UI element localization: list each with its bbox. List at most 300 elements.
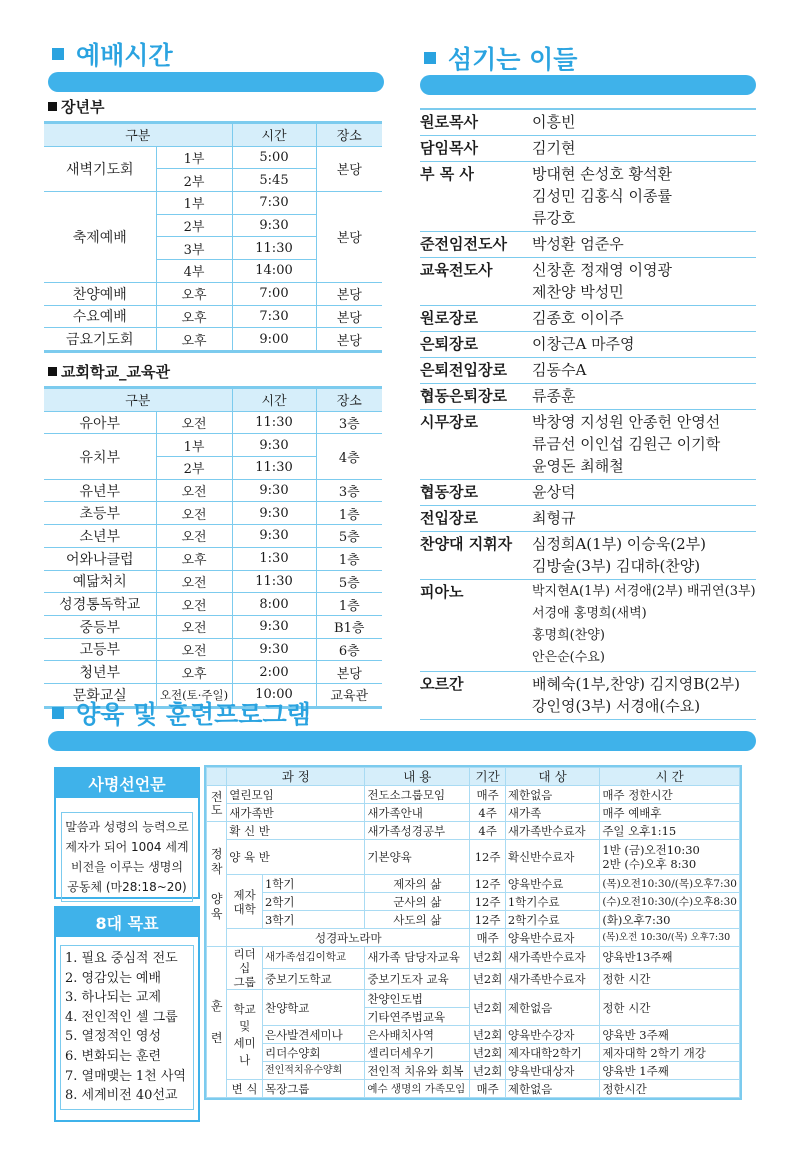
course-term: 3학기 [262,911,364,929]
service-time: 9:00 [232,328,316,351]
square-bullet-icon [424,52,436,64]
table-row [44,525,382,548]
dept-time: 8:00 [232,593,316,616]
course-content: 중보기도자 교육 [365,968,470,990]
school-subtitle-text: 교회학교_교육관 [61,363,170,381]
service-part: 2부 [156,214,232,237]
table-row [44,305,382,328]
dept-part: 오후 [156,661,232,684]
dept-part: 오전 [156,615,232,638]
service-part: 1부 [156,192,232,215]
service-name: 수요예배 [44,305,156,328]
staff-role: 담임목사 [420,136,532,162]
group-settlement [207,822,227,947]
staff-role: 부 목 사 [420,162,532,232]
course-target: 양육반수료 [505,875,599,893]
dept-time: 1:30 [232,547,316,570]
staff-row [420,258,756,306]
staff-role: 협동은퇴장로 [420,384,532,410]
dept-part: 오전 [156,411,232,434]
dept-place: 1층 [316,593,382,616]
service-part: 2부 [156,169,232,192]
square-bullet-icon [48,102,57,111]
mission-title: 사명선언문 [56,769,198,798]
dept-name: 유치부 [44,434,156,479]
dept-place: 1층 [316,502,382,525]
dept-time: 10:00 [232,683,316,706]
disciple-college-label: 제자 대학 [227,875,263,929]
youth-subtitle [48,96,104,117]
staff-title: 섬기는 이들 [448,45,578,74]
staff-role: 시무장로 [420,410,532,480]
course-content: 셀리더세우기 [365,1044,470,1062]
dept-place: 6층 [316,638,382,661]
staff-row [420,306,756,332]
course-name: 확 신 반 [227,822,365,840]
table-row [207,804,740,822]
school-subtitle [48,361,170,382]
staff-row [420,480,756,506]
square-bullet-icon [52,48,64,60]
staff-row [420,580,756,672]
staff-names: 윤상덕 [532,483,576,501]
staff-names: 심정희A(1부) 이승욱(2부) [532,535,707,553]
course-content: 예수 생명의 가족모임 [365,1080,470,1098]
goal-item: 4. 전인적인 셀 그룹 [65,1009,178,1025]
staff-names: 이창근A 마주영 [532,335,635,353]
table-row [44,661,382,684]
staff-title-bar [420,75,756,95]
course-period: 매주 [470,786,506,804]
course-target: 새가족반수료자 [505,947,599,969]
school-table [44,388,382,707]
dept-time: 11:30 [232,411,316,434]
course-content: 제자의 삶 [365,875,470,893]
staff-names: 강인영(3부) 서경애(수요) [532,697,701,715]
dept-time: 9:30 [232,525,316,548]
header-period: 기간 [470,768,506,786]
goal-item: 7. 열매맺는 1천 사역 [65,1068,186,1084]
staff-role: 찬양대 지휘자 [420,532,532,580]
dept-time: 11:30 [232,570,316,593]
course-period: 4주 [470,822,506,840]
goal-item: 2. 영감있는 예배 [65,970,162,986]
table-row [44,502,382,525]
program-table [206,767,740,1098]
table-row [44,593,382,616]
goal-item: 5. 열정적인 영성 [65,1029,162,1045]
course-period: 년2회 [470,1062,506,1080]
course-target: 양육반수료자 [505,929,599,947]
course-period: 매주 [470,929,506,947]
group-training [207,947,227,1098]
staff-names: 제찬양 박성민 [532,283,624,301]
dept-time: 9:30 [232,479,316,502]
staff-row [420,136,756,162]
table-row [207,1080,740,1098]
course-time [600,840,740,875]
mission-box [54,767,200,899]
service-place: 본당 [316,192,382,283]
dept-place: 교육관 [316,683,382,706]
course-time: 양육반13주째 [600,947,740,969]
course-time: (수)오전10:30/(수)오후8:30 [600,893,740,911]
youth-worship-table [44,123,382,351]
service-name: 축제예배 [44,192,156,283]
dept-place: 본당 [316,661,382,684]
course-time: 양육반 3주째 [600,1026,740,1044]
staff-names: 김동수A [532,361,587,379]
course-content: 새가족성경공부 [365,822,470,840]
dept-place: 4층 [316,434,382,479]
course-target: 제한없음 [505,786,599,804]
staff-role: 준전임전도사 [420,232,532,258]
group-label-settlement: 정착 [210,846,223,876]
course-name: 열린모임 [227,786,365,804]
program-table-frame [204,765,742,1100]
staff-names: 신창훈 정재영 이영광 [532,261,672,279]
service-place: 본당 [316,328,382,351]
header-category: 구분 [44,124,232,147]
course-target: 1학기수료 [505,893,599,911]
table-row [44,479,382,502]
dept-part: 오전 [156,638,232,661]
staff-row [420,532,756,580]
school-table-frame [44,386,382,709]
service-time: 9:30 [232,214,316,237]
square-bullet-icon [48,367,57,376]
dept-time: 9:30 [232,638,316,661]
course-name: 목장그룹 [262,1080,364,1098]
dept-name: 예닮처치 [44,570,156,593]
dept-part: 오전(토·주일) [156,683,232,706]
course-period: 매주 [470,1080,506,1098]
course-time: 양육반 1주째 [600,1062,740,1080]
course-time: 매주 정한시간 [600,786,740,804]
dept-time: 9:30 [232,434,316,457]
course-name: 찬양학교 [262,990,364,1026]
course-target: 제자대학2학기 [505,1044,599,1062]
header-spacer [207,768,227,786]
staff-names: 안은순(수요) [532,650,605,665]
course-period: 년2회 [470,968,506,990]
table-row [44,411,382,434]
dept-part: 오후 [156,547,232,570]
staff-names: 김종호 이이주 [532,309,624,327]
service-time: 5:45 [232,169,316,192]
staff-role: 은퇴장로 [420,332,532,358]
course-content: 찬양인도법 [365,990,470,1008]
group-label-nurture: 양육 [210,891,223,921]
course-period: 년2회 [470,947,506,969]
course-time: 정한시간 [600,1080,740,1098]
service-time: 14:00 [232,260,316,283]
course-content: 기본양육 [365,840,470,875]
staff-row [420,672,756,720]
goals-box [54,906,200,1122]
dept-name: 성경통독학교 [44,593,156,616]
staff-list [420,108,756,720]
course-time-line: 2반 (수)오후 8:30 [602,857,697,871]
header-course: 과 정 [227,768,365,786]
table-row [44,570,382,593]
table-row [207,1044,740,1062]
staff-role: 은퇴전입장로 [420,358,532,384]
service-name: 금요기도회 [44,328,156,351]
table-row [44,547,382,570]
course-period: 12주 [470,911,506,929]
staff-names: 윤영돈 최해철 [532,457,624,475]
dept-place: 5층 [316,570,382,593]
staff-role: 오르간 [420,672,532,720]
service-place: 본당 [316,305,382,328]
group-evangelism: 전도 [207,786,227,822]
dept-place: 3층 [316,479,382,502]
service-time: 11:30 [232,237,316,260]
header-content: 내 용 [365,768,470,786]
mission-text: 말씀과 성령의 능력으로 제자가 되어 1004 세계비전을 이루는 생명의 공동체 (마28:18~20) [61,812,193,902]
course-group: 변 식 [227,1080,263,1098]
course-name: 새가족섬김이학교 [262,947,364,969]
course-name: 리더수양회 [262,1044,364,1062]
dept-name: 유아부 [44,411,156,434]
table-row [207,786,740,804]
youth-subtitle-text: 장년부 [61,98,105,116]
course-target: 양육반수강자 [505,1026,599,1044]
table-row [207,1062,740,1080]
course-target: 양육반대상자 [505,1062,599,1080]
course-time: 제자대학 2학기 개강 [600,1044,740,1062]
service-place: 본당 [316,282,382,305]
goal-item: 3. 하나되는 교제 [65,990,162,1006]
staff-names: 김성민 김홍식 이종률 [532,187,672,205]
square-bullet-icon [52,707,64,719]
dept-place: 5층 [316,525,382,548]
leadership-group-label: 리더십 그룹 [227,947,263,990]
course-period: 4주 [470,804,506,822]
staff-row [420,384,756,410]
staff-role: 원로장로 [420,306,532,332]
course-term: 2학기 [262,893,364,911]
staff-names: 류종훈 [532,387,576,405]
course-target: 제한없음 [505,1080,599,1098]
table-row [44,192,382,215]
table-row [44,146,382,169]
course-time: (목)오전10:30/(목)오후7:30 [600,875,740,893]
staff-names: 박지현A(1부) 서경애(2부) 배귀연(3부) [532,584,756,599]
program-header-row [207,768,740,786]
dept-name: 중등부 [44,615,156,638]
header-time: 시간 [232,124,316,147]
goal-item: 6. 변화되는 훈련 [65,1048,162,1064]
dept-name: 청년부 [44,661,156,684]
goal-item: 1. 필요 중심적 전도 [65,951,178,966]
course-content: 새가족 담당자교육 [365,947,470,969]
course-content: 전도소그룹모임 [365,786,470,804]
table-row [207,990,740,1008]
staff-row [420,332,756,358]
staff-names: 류강호 [532,209,576,227]
staff-table [420,108,756,720]
header-time: 시 간 [600,768,740,786]
course-period: 12주 [470,893,506,911]
table-row [44,638,382,661]
goal-item: 8. 세계비전 40선교 [65,1088,178,1104]
worship-title: 예배시간 [76,41,173,70]
table-row [207,947,740,969]
course-target: 새가족반수료자 [505,822,599,840]
course-period: 년2회 [470,1044,506,1062]
table-row [207,875,740,893]
course-time: 정한 시간 [600,968,740,990]
service-part: 1부 [156,146,232,169]
staff-names: 방대현 손성호 황석환 [532,165,672,183]
worship-section-title [52,36,173,72]
table-row [44,328,382,351]
table-row [207,822,740,840]
course-period: 12주 [470,840,506,875]
dept-part: 2부 [156,457,232,480]
course-content: 군사의 삶 [365,893,470,911]
service-part: 오후 [156,328,232,351]
course-content: 사도의 삶 [365,911,470,929]
header-target: 대 상 [505,768,599,786]
dept-part: 오전 [156,570,232,593]
course-period: 년2회 [470,990,506,1026]
course-name: 전인적치유수양회 [262,1062,364,1080]
dept-name: 고등부 [44,638,156,661]
table-row [207,911,740,929]
course-target: 새가족반수료자 [505,968,599,990]
goals-list [60,945,194,1110]
course-content: 전인적 치유와 회복 [365,1062,470,1080]
course-name: 은사발견세미나 [262,1026,364,1044]
course-time: 주일 오후1:15 [600,822,740,840]
seminar-label: 학교 및 세미나 [227,990,263,1080]
dept-part: 오전 [156,479,232,502]
header-place: 장소 [316,124,382,147]
staff-row [420,506,756,532]
staff-role: 원로목사 [420,109,532,136]
youth-worship-table-frame [44,121,382,353]
service-part: 오후 [156,305,232,328]
staff-role: 전입장로 [420,506,532,532]
staff-row [420,358,756,384]
course-time: (화)오후7:30 [600,911,740,929]
table-row [207,1026,740,1044]
staff-names: 배혜숙(1부,찬양) 김지영B(2부) [532,675,740,693]
staff-names: 최형규 [532,509,576,527]
dept-name: 어와나클럽 [44,547,156,570]
service-place: 본당 [316,146,382,191]
dept-part: 오전 [156,502,232,525]
service-part: 4부 [156,260,232,283]
training-section-title [52,695,311,731]
staff-names: 홍명희(찬양) [532,628,605,643]
course-period: 년2회 [470,1026,506,1044]
course-time: (목)오전 10:30/(목) 오후7:30 [600,929,740,947]
service-time: 7:00 [232,282,316,305]
course-target: 새가족 [505,804,599,822]
staff-row [420,162,756,232]
course-name: 새가족반 [227,804,365,822]
worship-title-bar [48,72,384,92]
header-category: 구분 [44,389,232,412]
dept-place: 3층 [316,411,382,434]
goals-title: 8대 목표 [56,908,198,937]
course-term: 1학기 [262,875,364,893]
dept-part: 오전 [156,525,232,548]
staff-row [420,232,756,258]
dept-time: 11:30 [232,457,316,480]
course-name: 성경파노라마 [227,929,470,947]
staff-section-title [424,40,577,76]
staff-row [420,410,756,480]
dept-part: 오전 [156,593,232,616]
dept-time: 2:00 [232,661,316,684]
staff-names: 김기현 [532,139,576,157]
table-row [207,929,740,947]
course-target: 2학기수료 [505,911,599,929]
staff-names: 류금선 이인섭 김원근 이기학 [532,435,721,453]
staff-role: 협동장로 [420,480,532,506]
staff-row [420,109,756,136]
course-name: 양 육 반 [227,840,365,875]
dept-time: 9:30 [232,502,316,525]
course-name: 중보기도학교 [262,968,364,990]
group-label-ryeon: 련 [210,1031,223,1045]
service-name: 새벽기도회 [44,146,156,191]
service-part: 오후 [156,282,232,305]
table-row [207,968,740,990]
dept-place: B1층 [316,615,382,638]
course-content: 새가족안내 [365,804,470,822]
course-period: 12주 [470,875,506,893]
service-name: 찬양예배 [44,282,156,305]
table-row [207,840,740,875]
service-part: 3부 [156,237,232,260]
dept-place: 1층 [316,547,382,570]
table-row [44,615,382,638]
course-time: 정한 시간 [600,990,740,1026]
course-time: 매주 예배후 [600,804,740,822]
service-time: 7:30 [232,305,316,328]
training-title-bar [48,731,756,751]
course-content: 은사배치사역 [365,1026,470,1044]
dept-name: 유년부 [44,479,156,502]
staff-names: 김방술(3부) 김대하(찬양) [532,557,701,575]
table-row [44,434,382,457]
dept-part: 1부 [156,434,232,457]
dept-name: 문화교실 [44,683,156,706]
course-time-line: 1반 (금)오전10:30 [602,843,700,857]
course-target: 확신반수료자 [505,840,599,875]
staff-role: 교육전도사 [420,258,532,306]
table-row [44,282,382,305]
staff-names: 서경애 홍명희(새벽) [532,606,647,621]
table-row [207,893,740,911]
dept-name: 초등부 [44,502,156,525]
staff-names: 박성환 엄준우 [532,235,624,253]
training-title: 양육 및 훈련프로그램 [76,700,311,729]
service-time: 7:30 [232,192,316,215]
staff-role: 피아노 [420,580,532,672]
course-target: 제한없음 [505,990,599,1026]
service-time: 5:00 [232,146,316,169]
dept-name: 소년부 [44,525,156,548]
staff-names: 박창영 지성원 안종헌 안영선 [532,413,721,431]
course-content: 기타연주법교육 [365,1008,470,1026]
